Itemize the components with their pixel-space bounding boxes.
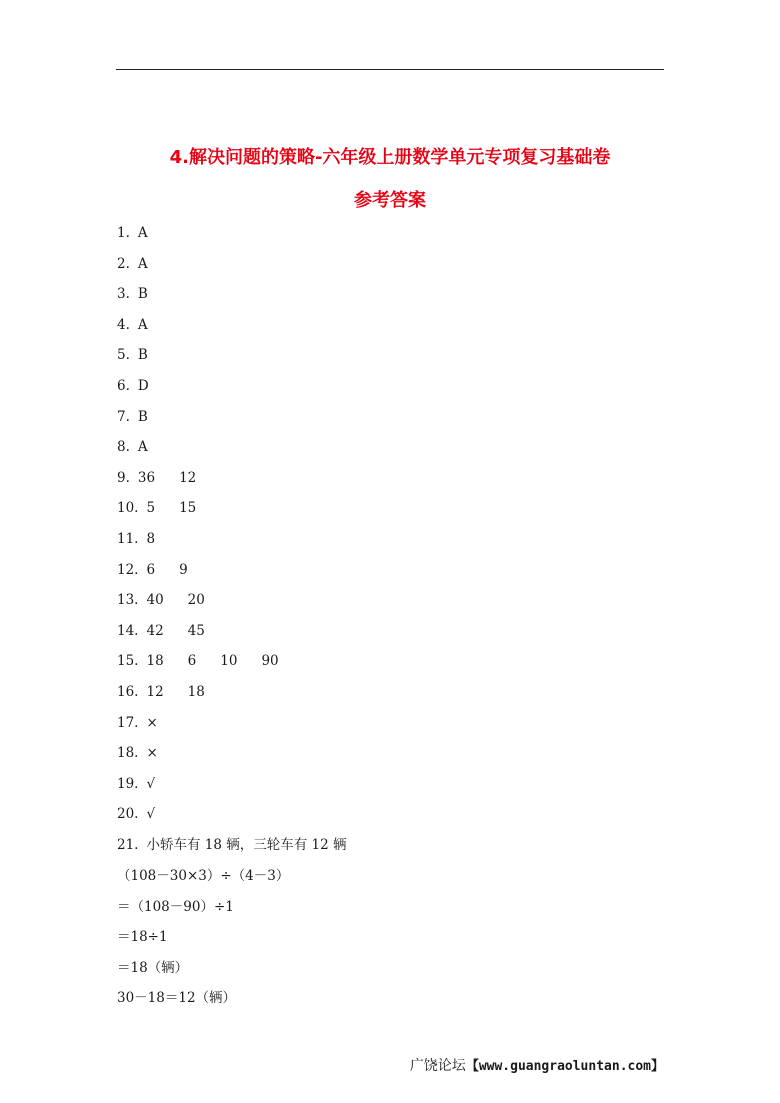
answer-number: 21. [117,836,139,853]
answer-value: 9 [179,561,188,578]
answer-item [117,497,347,528]
answer-number: 6. [117,377,130,394]
answer-value: 40 [146,592,164,609]
answer-value: B [137,286,148,303]
answer-value: 20 [187,592,205,609]
answer-value: D [137,377,149,394]
answer-item [117,681,347,712]
answer-item [117,375,347,406]
answer-item [117,589,347,620]
answer-item [117,712,347,743]
answer-value: 6 [187,653,197,670]
answer-item [117,253,347,284]
answer-value: 小轿车有 18 辆，三轮车有 12 辆 [146,836,347,853]
solution-line: ＝18（辆） [117,959,189,976]
answer-value: A [137,225,148,241]
answer-number: 20. [117,806,139,823]
answer-number: 3. [117,286,130,303]
answer-item [117,344,347,375]
answer-number: 2. [117,255,130,272]
solution-line: （108－30×3）÷（4－3） [117,868,290,884]
answer-item [117,222,347,253]
answer-value: 12 [179,469,197,486]
answer-number: 5. [117,347,130,364]
answer-item [117,834,347,865]
answer-item [117,436,347,467]
answer-value: 18 [187,683,205,700]
answer-number: 11. [117,530,139,547]
answer-value: 90 [261,653,279,670]
footer-site: 【www.guangraoluntan.com】 [465,1059,664,1074]
answer-number: 18. [117,745,139,762]
answer-number: 4. [117,316,130,333]
answer-value: 42 [146,622,164,639]
answer-value: B [137,347,148,364]
answer-number: 14. [117,622,139,639]
answer-number: 8. [117,439,130,456]
answer-item [117,406,347,437]
answer-number: 15. [117,653,139,670]
answer-value: 6 [146,561,156,578]
document-title: 4.解决问题的策略-六年级上册数学单元专项复习基础卷 [169,147,611,168]
answer-item [117,528,347,559]
answer-value: A [137,316,148,333]
answer-item [117,803,347,834]
answer-item [117,650,347,681]
answer-value: √ [146,806,156,823]
answer-number: 9. [117,469,130,486]
answer-item [117,559,347,590]
answer-number: 12. [117,561,139,578]
answer-value: × [146,714,158,731]
answer-number: 7. [117,408,130,425]
answer-number: 13. [117,592,139,609]
answer-value: B [137,408,148,425]
answer-value: 5 [146,500,156,517]
answer-item [117,742,347,773]
answer-item [117,773,347,804]
answer-item [117,314,347,345]
answer-number: 16. [117,683,139,700]
answer-number: 19. [117,775,139,792]
answer-value: 36 [137,469,156,486]
answer-number: 17. [117,714,139,731]
answer-value: 45 [187,622,205,639]
solution-line: 30－18＝12（辆） [117,990,237,1007]
answer-item [117,467,347,498]
answer-value: 10 [220,653,238,670]
solution-steps [117,865,289,1018]
answer-key-heading: 参考答案 [354,190,426,211]
answer-list [117,222,347,864]
solution-line: ＝（108－90）÷1 [117,898,234,915]
solution-line: ＝18÷1 [117,929,168,946]
answer-item [117,620,347,651]
answer-value: A [137,255,148,272]
answer-item [117,283,347,314]
footer-watermark [410,1055,664,1075]
footer-brand: 广饶论坛 [409,1058,466,1074]
answer-value: 18 [146,653,164,670]
answer-value: 15 [179,500,197,517]
answer-value: A [137,439,148,456]
answer-number: 10. [117,500,139,517]
header-rule [116,69,664,70]
answer-number: 1. [117,225,130,241]
answer-value: 8 [146,530,156,547]
answer-value: × [146,745,158,762]
answer-value: 12 [146,683,164,700]
answer-value: √ [146,775,156,792]
